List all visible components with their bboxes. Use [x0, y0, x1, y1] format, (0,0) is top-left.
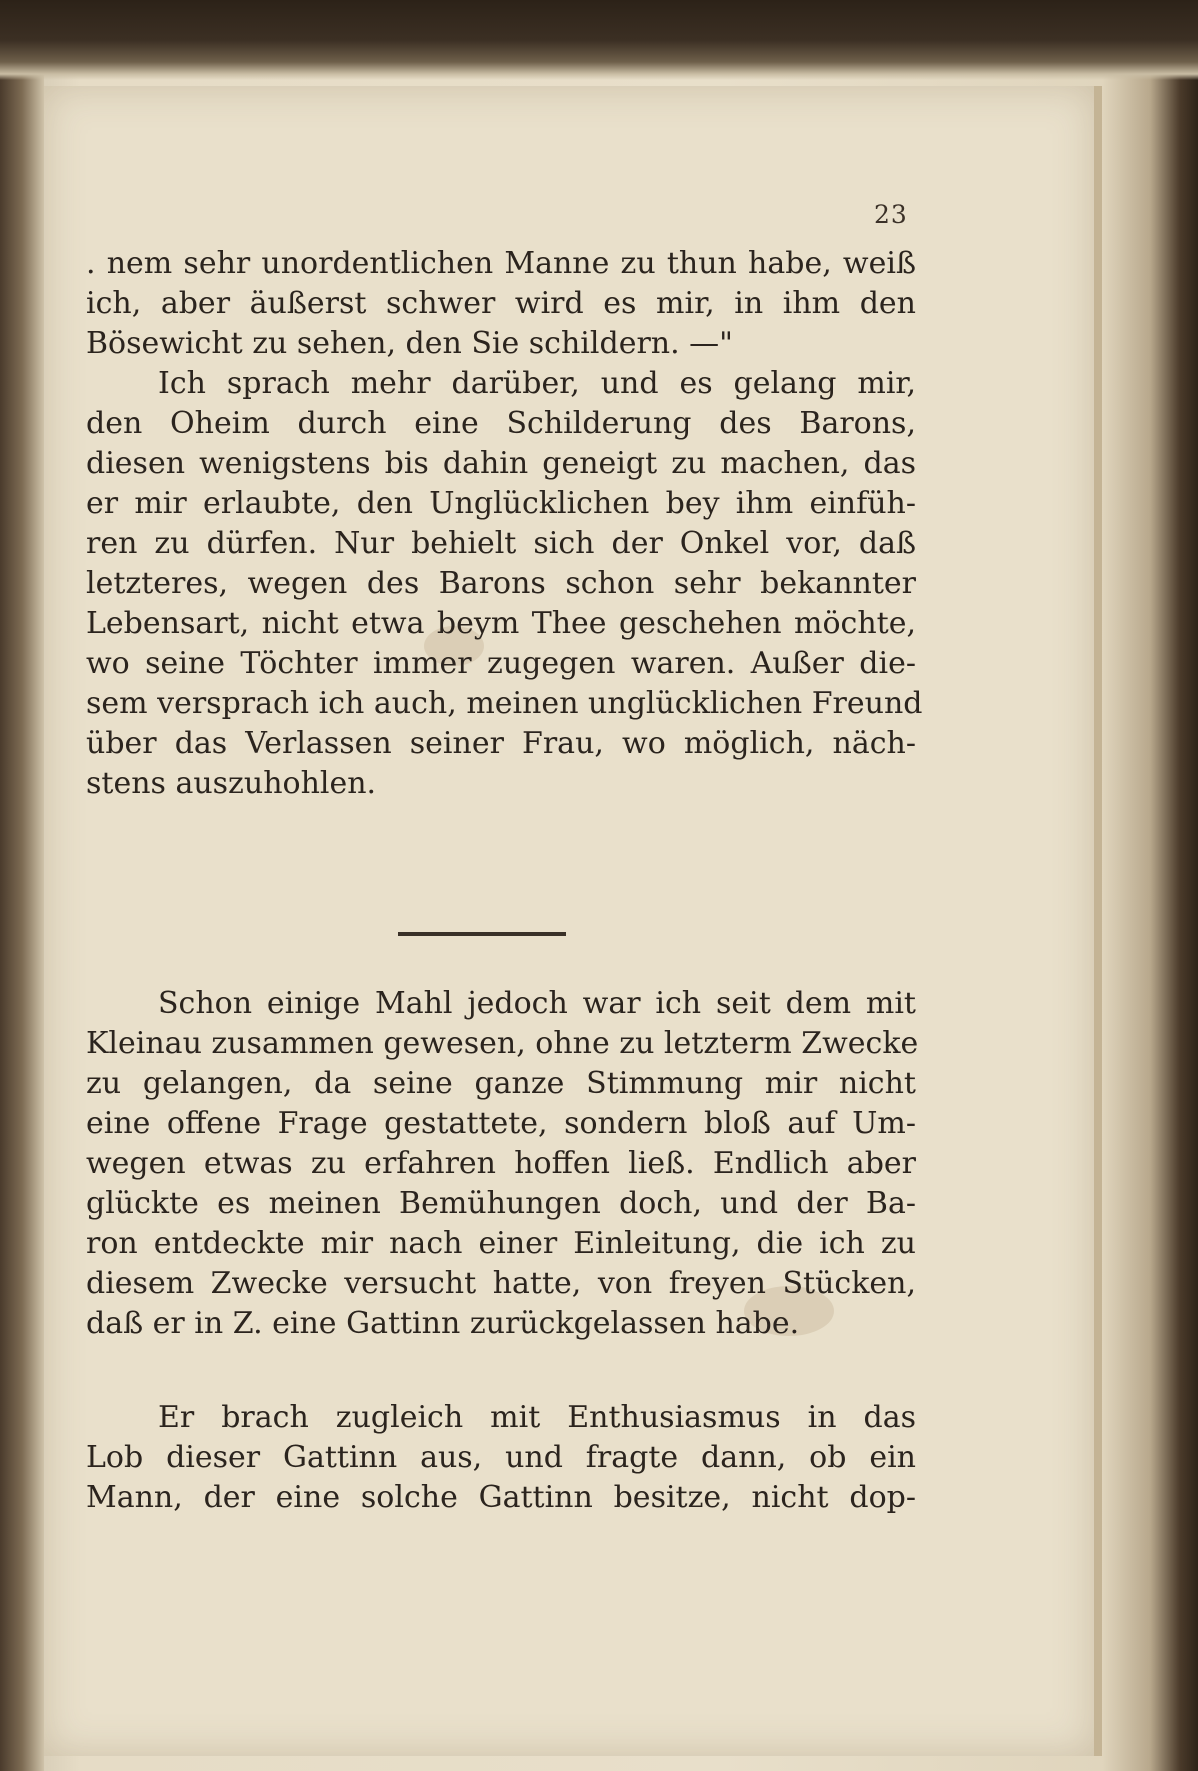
text-line: ren zu dürfen. Nur behielt sich der Onkel vor, daß	[86, 526, 916, 561]
text-line: über das Verlassen seiner Frau, wo möglich, näch-	[86, 726, 916, 761]
paragraph-1	[86, 244, 923, 804]
text-line: letzteres, wegen des Barons schon sehr bekannter	[86, 566, 916, 601]
text-line: Lob dieser Gattinn aus, und fragte dann, ob ein	[86, 1440, 916, 1475]
paragraph-3	[86, 1398, 916, 1518]
text-line: Ich sprach mehr darüber, und es gelang mir,	[158, 366, 916, 401]
text-line: diesem Zwecke versucht hatte, von freyen Stücken,	[86, 1266, 916, 1301]
text-line: zu gelangen, da seine ganze Stimmung mir nicht	[86, 1066, 916, 1101]
page-number: 23	[874, 200, 908, 229]
text-line: eine offene Frage gestattete, sondern bloß auf Um-	[86, 1106, 916, 1141]
text-line: Schon einige Mahl jedoch war ich seit dem mit	[158, 986, 916, 1021]
text-line: wegen etwas zu erfahren hoffen ließ. Endlich aber	[86, 1146, 916, 1181]
text-line: sem versprach ich auch, meinen unglücklichen Freund	[86, 686, 923, 721]
text-line: den Oheim durch eine Schilderung des Barons,	[86, 406, 916, 441]
book-spine-edge	[0, 60, 44, 1771]
text-line: Bösewicht zu sehen, den Sie schildern. —"	[86, 326, 733, 361]
text-line: ron entdeckte mir nach einer Einleitung, die ich zu	[86, 1226, 916, 1261]
text-line: glückte es meinen Bemühungen doch, und der Ba-	[86, 1186, 916, 1221]
section-divider	[398, 932, 566, 936]
text-line: Mann, der eine solche Gattinn besitze, nicht dop-	[86, 1480, 916, 1515]
book-top-edge	[0, 0, 1198, 80]
text-line: er mir erlaubte, den Unglücklichen bey ihm einfüh-	[86, 486, 916, 521]
text-line: diesen wenigstens bis dahin geneigt zu machen, das	[86, 446, 916, 481]
text-line: stens auszuhohlen.	[86, 766, 377, 801]
text-line: Er brach zugleich mit Enthusiasmus in das	[158, 1400, 916, 1435]
text-line: . nem sehr unordentlichen Manne zu thun habe, weiß	[86, 246, 916, 281]
paragraph-2	[86, 984, 919, 1344]
text-line: Lebensart, nicht etwa beym Thee geschehen möchte,	[86, 606, 916, 641]
text-line: wo seine Töchter immer zugegen waren. Außer die-	[86, 646, 916, 681]
text-line: daß er in Z. eine Gattinn zurückgelassen habe.	[86, 1306, 800, 1341]
text-line: Kleinau zusammen gewesen, ohne zu letzterm Zwecke	[86, 1026, 919, 1061]
text-line: ich, aber äußerst schwer wird es mir, in ihm den	[86, 286, 916, 321]
